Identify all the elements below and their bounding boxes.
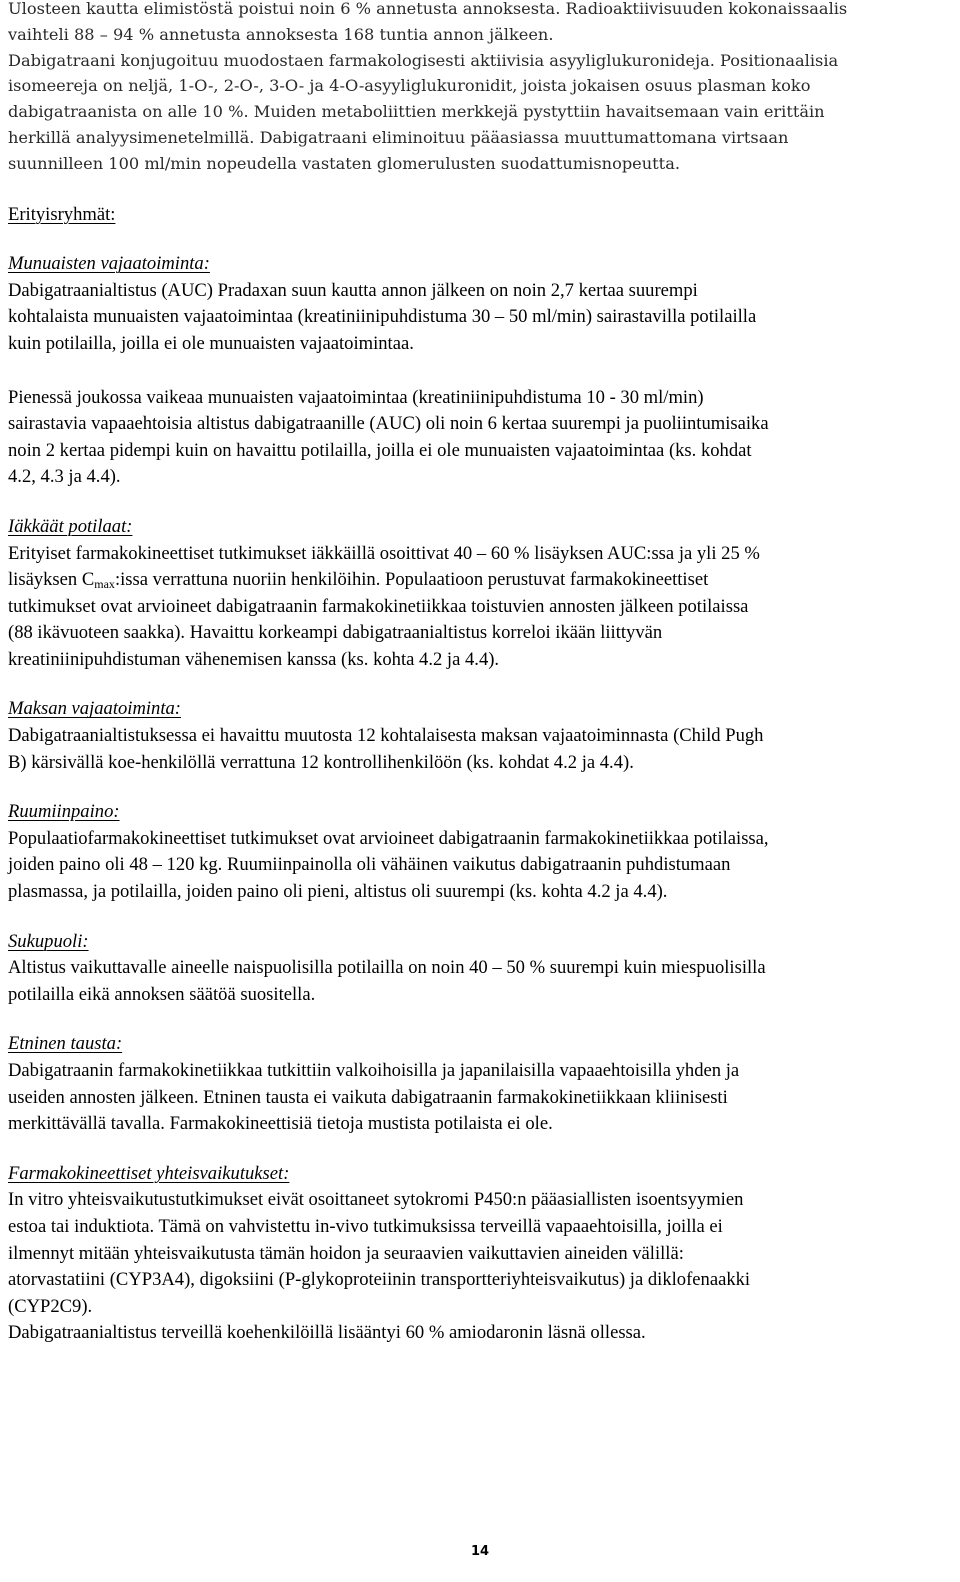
renal-severe-paragraph [8, 385, 952, 491]
body-weight-heading: Ruumiinpaino: [8, 801, 120, 823]
text-line: herkillä analyysimenetelmillä. Dabigatraani eliminoituu pääasiassa muuttumattomana virtsaan [8, 127, 789, 147]
cmax-subscript: max [94, 577, 115, 592]
text-line: Populaatiofarmakokineettiset tutkimukset ovat arvioineet dabigatraanin farmakokinetiikkaa potilaissa, [8, 827, 769, 849]
special-groups-section [8, 202, 952, 229]
text-line: joiden paino oli 48 – 120 kg. Ruumiinpainolla oli vähäinen vaikutus dabigatraanin puhdistumaan [8, 854, 731, 876]
text-line: Dabigatraanin farmakokinetiikkaa tutkittiin valkoihoisilla ja japanilaisilla vapaaehtoisilla yhden ja [8, 1060, 740, 1082]
intro-paragraph [8, 0, 952, 177]
hepatic-section [8, 696, 952, 776]
text-line: Dabigatraanialtistus (AUC) Pradaxan suun kautta annon jälkeen on noin 2,7 kertaa suurempi [8, 279, 698, 301]
special-groups-heading: Erityisryhmät: [8, 203, 116, 225]
text-line: useiden annosten jälkeen. Etninen tausta ei vaikuta dabigatraanin farmakokinetiikkaan kliinisesti [8, 1086, 728, 1108]
renal-section [8, 251, 952, 357]
text-line-with-subscript: lisäyksen $C_{max}:issa$ verrattuna nuoriin henkilöihin. Populaatioon perustuvat farmakokineettiset [8, 569, 709, 592]
text-line: kuin potilailla, joilla ei ole munuaisten vajaatoimintaa. [8, 332, 414, 354]
text-line: Dabigatraanialtistus terveillä koehenkilöillä lisääntyi 60 % amiodaronin läsnä ollessa. [8, 1322, 646, 1344]
body-weight-section [8, 799, 952, 905]
interactions-heading: Farmakokineettiset yhteisvaikutukset: [8, 1162, 290, 1184]
text-line: Erityiset farmakokineettiset tutkimukset iäkkäillä osoittivat 40 – 60 % lisäyksen AUC:ssa ja yli 25 % [8, 542, 760, 564]
text-line: 4.2, 4.3 ja 4.4). [8, 466, 121, 488]
text-line: potilailla eikä annoksen säätöä suositella. [8, 983, 316, 1005]
text-line: sairastavia vapaaehtoisia altistus dabigatraanille (AUC) oli noin 6 kertaa suurempi ja puoliintumisaika [8, 413, 769, 435]
text-line: Dabigatraani konjugoituu muodostaen farmakologisesti aktiivisia asyyliglukuronideja. Positionaalisia [8, 50, 839, 70]
text-line: ilmennyt mitään yhteisvaikutusta tämän hoidon ja seuraavien vaikuttavien aineiden välillä: [8, 1242, 684, 1264]
text-line: In vitro yhteisvaikutustutkimukset eivät osoittaneet sytokromi P450:n pääasiallisten isoentsyymien [8, 1189, 744, 1211]
text-line: vaihteli 88 – 94 % annetusta annoksesta 168 tuntia annon jälkeen. [8, 24, 554, 44]
elderly-heading: Iäkkäät potilaat: [8, 515, 133, 537]
text-line: noin 2 kertaa pidempi kuin on havaittu potilailla, joilla ei ole munuaisten vajaatoimintaa (ks. kohdat [8, 439, 752, 461]
text-line: isomeereja on neljä, 1-O-, 2-O-, 3-O- ja 4-O-asyyliglukuronidit, joista jokaisen osuus plasman koko [8, 76, 811, 96]
text-line: Altistus vaikuttavalle aineelle naispuolisilla potilailla on noin 40 – 50 % suurempi kuin miespuolisilla [8, 957, 766, 979]
text-line: tutkimukset ovat arvioineet dabigatraanin farmakokinetiikkaa toistuvien annosten jälkeen potilaissa [8, 595, 749, 617]
text-line: (88 ikävuoteen saakka). Havaittu korkeampi dabigatraanialtistus korreloi ikään liittyvän [8, 622, 663, 644]
text-line: kohtalaista munuaisten vajaatoimintaa (kreatiniinipuhdistuma 30 – 50 ml/min) sairastavilla potilailla [8, 306, 757, 328]
ethnic-section [8, 1031, 952, 1137]
document-body [8, 202, 952, 1347]
text-line: atorvastatiini (CYP3A4), digoksiini (P-glykoproteiinin transportteriyhteisvaikutus) ja diklofenaakki [8, 1269, 751, 1291]
text-line: Dabigatraanialtistuksessa ei havaittu muutosta 12 kohtalaisesta maksan vajaatoiminnasta (Child Pugh [8, 725, 764, 747]
gender-section [8, 929, 952, 1009]
gender-heading: Sukupuoli: [8, 930, 89, 952]
text-line: kreatiniinipuhdistuman vähenemisen kanssa (ks. kohta 4.2 ja 4.4). [8, 648, 500, 670]
text-line: (CYP2C9). [8, 1295, 93, 1317]
text-line: estoa tai induktiota. Tämä on vahvistettu in-vivo tutkimuksissa terveillä vapaaehtoisilla, joilla ei [8, 1215, 723, 1237]
ethnic-heading: Etninen tausta: [8, 1033, 123, 1055]
text-line: Pienessä joukossa vaikeaa munuaisten vajaatoimintaa (kreatiniinipuhdistuma 10 - 30 ml/min) [8, 386, 704, 408]
page-number: 14 [470, 1544, 490, 1559]
interactions-section [8, 1161, 952, 1347]
hepatic-heading: Maksan vajaatoiminta: [8, 698, 181, 720]
text-line: plasmassa, ja potilailla, joiden paino oli pieni, altistus oli suurempi (ks. kohta 4.2 ja 4.4). [8, 881, 668, 903]
text-line: merkittävällä tavalla. Farmakokineettisiä tietoja mustista potilaista ei ole. [8, 1113, 553, 1135]
text-line: B) kärsivällä koe-henkilöllä verrattuna 12 kontrollihenkilöön (ks. kohdat 4.2 ja 4.4). [8, 751, 634, 773]
text-line: dabigatraanista on alle 10 %. Muiden metaboliittien merkkejä pystyttiin havaitsemaan vain erittäin [8, 102, 825, 122]
text-line: Ulosteen kautta elimistöstä poistui noin 6 % annetusta annoksesta. Radioaktiivisuuden kokonaissaalis [8, 0, 848, 18]
text-line: suunnilleen 100 ml/min nopeudella vastaten glomerulusten suodattumisnopeutta. [8, 153, 680, 173]
elderly-section [8, 514, 952, 674]
renal-heading: Munuaisten vajaatoiminta: [8, 253, 210, 275]
